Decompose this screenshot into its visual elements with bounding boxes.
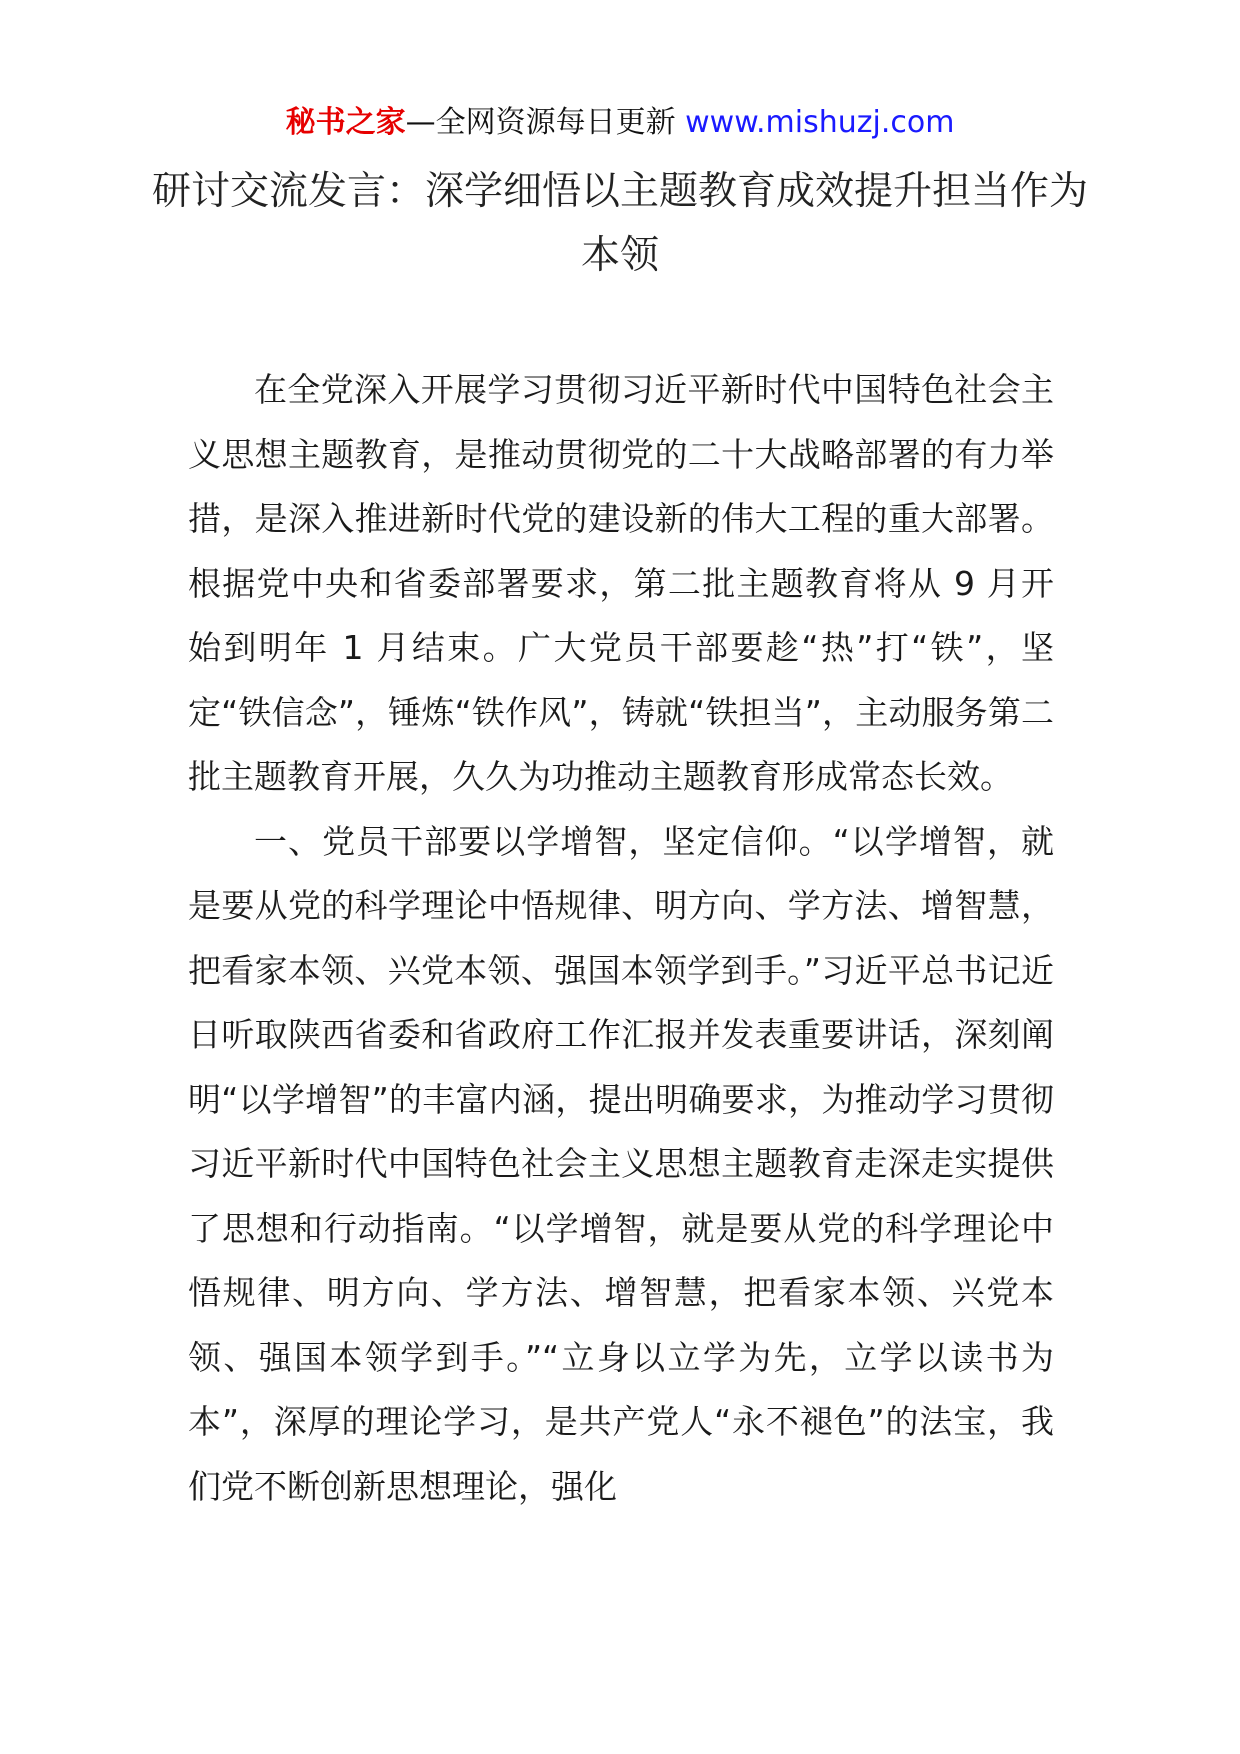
paragraph-intro [188, 358, 1054, 810]
site-tagline: —全网资源每日更新 [405, 105, 676, 140]
document-body [188, 358, 1054, 1519]
paragraph-text: “以学增智，就是要从党的科学理论中悟规律、明方向、学方法、增智慧，把看家本领、兴党本领、强国本领学到手。”习近平总书记近日听取陕西省委和省政府工作汇报并发表重要讲话，深刻阐明“以学增智”的丰富内涵，提出明确要求，为推动学习贯彻习近平新时代中国特色社会主义思想主题教育走深走实提供了思想和行动指南。“以学增智，就是要从党的科学理论中悟规律、明方向、学方法、增智慧，把看家本领、兴党本领、强国本领学到手。”“立身以立学为先，立学以读书为本”，深厚的理论学习，是共产党人“永不褪色”的法宝，我们党不断创新思想理论，强化 [188, 821, 1055, 1506]
paragraph-text: 在全党深入开展学习贯彻习近平新时代中国特色社会主义思想主题教育，是推动贯彻党的二十大战略部署的有力举措，是深入推进新时代党的建设新的伟大工程的重大部署。根据党中央和省委部署要求，第二批主题教育将从 9 月开始到明年 1 月结束。广大党员干部要趁“热”打“铁”，坚定“铁信念”，锤炼“铁作风”，铸就“铁担当”，主动服务第二批主题教育开展，久久为功推动主题教育形成常态长效。 [188, 370, 1054, 796]
section-heading: 一、党员干部要以学增智，坚定信仰。 [254, 821, 833, 861]
site-header [0, 100, 1240, 146]
paragraph-section-1 [188, 810, 1054, 1520]
site-brand: 秘书之家 [285, 105, 406, 140]
document-title: 研讨交流发言：深学细悟以主题教育成效提升担当作为本领 [151, 169, 1088, 278]
site-url-link[interactable]: www.mishuzj.com [685, 105, 955, 140]
